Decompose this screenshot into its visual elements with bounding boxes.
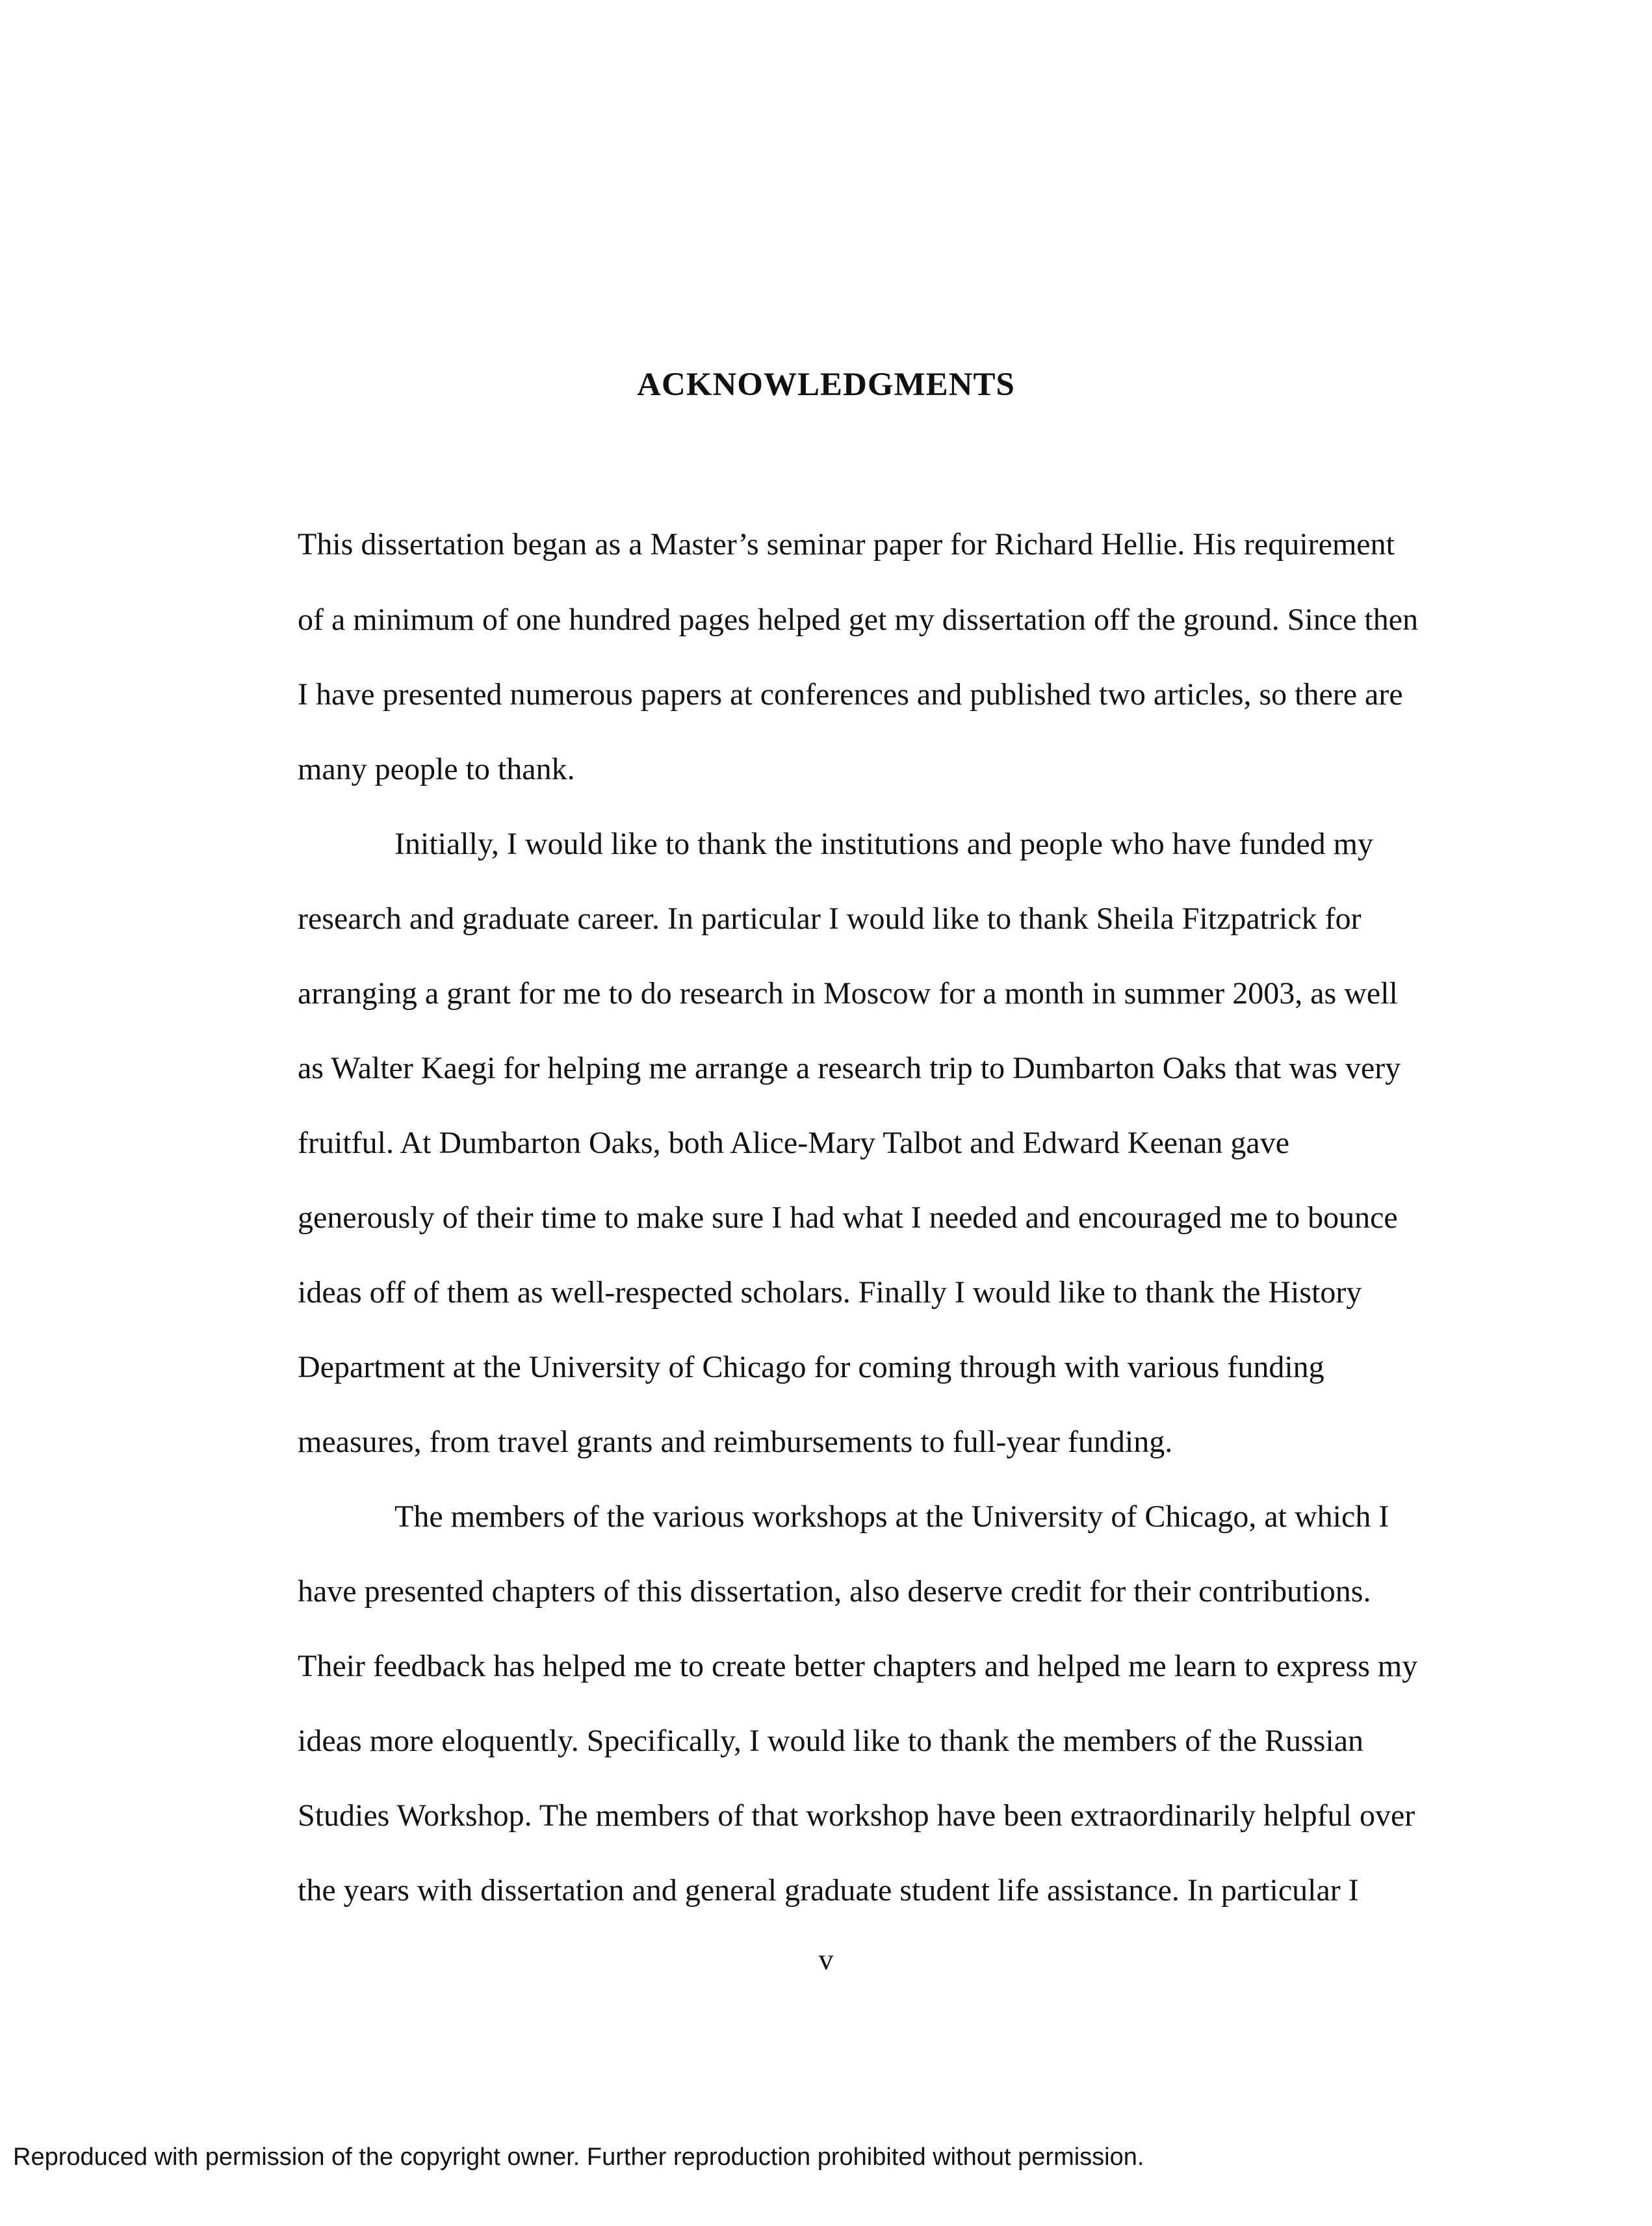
body-line-4: many people to thank.	[298, 752, 575, 786]
body-line-5: Initially, I would like to thank the institutions and people who have funded my	[394, 827, 1373, 861]
body-line-8: as Walter Kaegi for helping me arrange a research trip to Dumbarton Oaks that was very	[298, 1051, 1401, 1085]
body-line-2: of a minimum of one hundred pages helped get my dissertation off the ground. Since then	[298, 602, 1419, 637]
body-line-19: the years with dissertation and general graduate student life assistance. In particular I	[298, 1873, 1359, 1908]
body-line-6: research and graduate career. In particular I would like to thank Sheila Fitzpatrick for	[298, 901, 1362, 936]
page-title: ACKNOWLEDGMENTS	[637, 367, 1015, 403]
body-line-12: Department at the University of Chicago for coming through with various funding	[298, 1350, 1324, 1384]
body-line-10: generously of their time to make sure I had what I needed and encouraged me to bounce	[298, 1200, 1398, 1235]
body-line-17: ideas more eloquently. Specifically, I would like to thank the members of the Russian	[298, 1724, 1364, 1758]
copyright-notice: Reproduced with permission of the copyright owner. Further reproduction prohibited without permission.	[13, 2143, 1144, 2171]
body-line-16: Their feedback has helped me to create better chapters and helped me learn to express my	[298, 1649, 1418, 1683]
body-line-1: This dissertation began as a Master’s seminar paper for Richard Hellie. His requirement	[298, 527, 1395, 562]
body-line-15: have presented chapters of this dissertation, also deserve credit for their contributions.	[298, 1574, 1371, 1609]
body-line-18: Studies Workshop. The members of that workshop have been extraordinarily helpful over	[298, 1798, 1415, 1833]
body-line-3: I have presented numerous papers at conferences and published two articles, so there are	[298, 677, 1403, 712]
body-line-14: The members of the various workshops at the University of Chicago, at which I	[394, 1499, 1389, 1534]
body-line-7: arranging a grant for me to do research in Moscow for a month in summer 2003, as well	[298, 976, 1398, 1011]
body-line-13: measures, from travel grants and reimbursements to full-year funding.	[298, 1425, 1173, 1459]
body-line-11: ideas off of them as well-respected scholars. Finally I would like to thank the History	[298, 1275, 1362, 1310]
page-number: v	[818, 1943, 834, 1976]
body-line-9: fruitful. At Dumbarton Oaks, both Alice-Mary Talbot and Edward Keenan gave	[298, 1126, 1290, 1160]
